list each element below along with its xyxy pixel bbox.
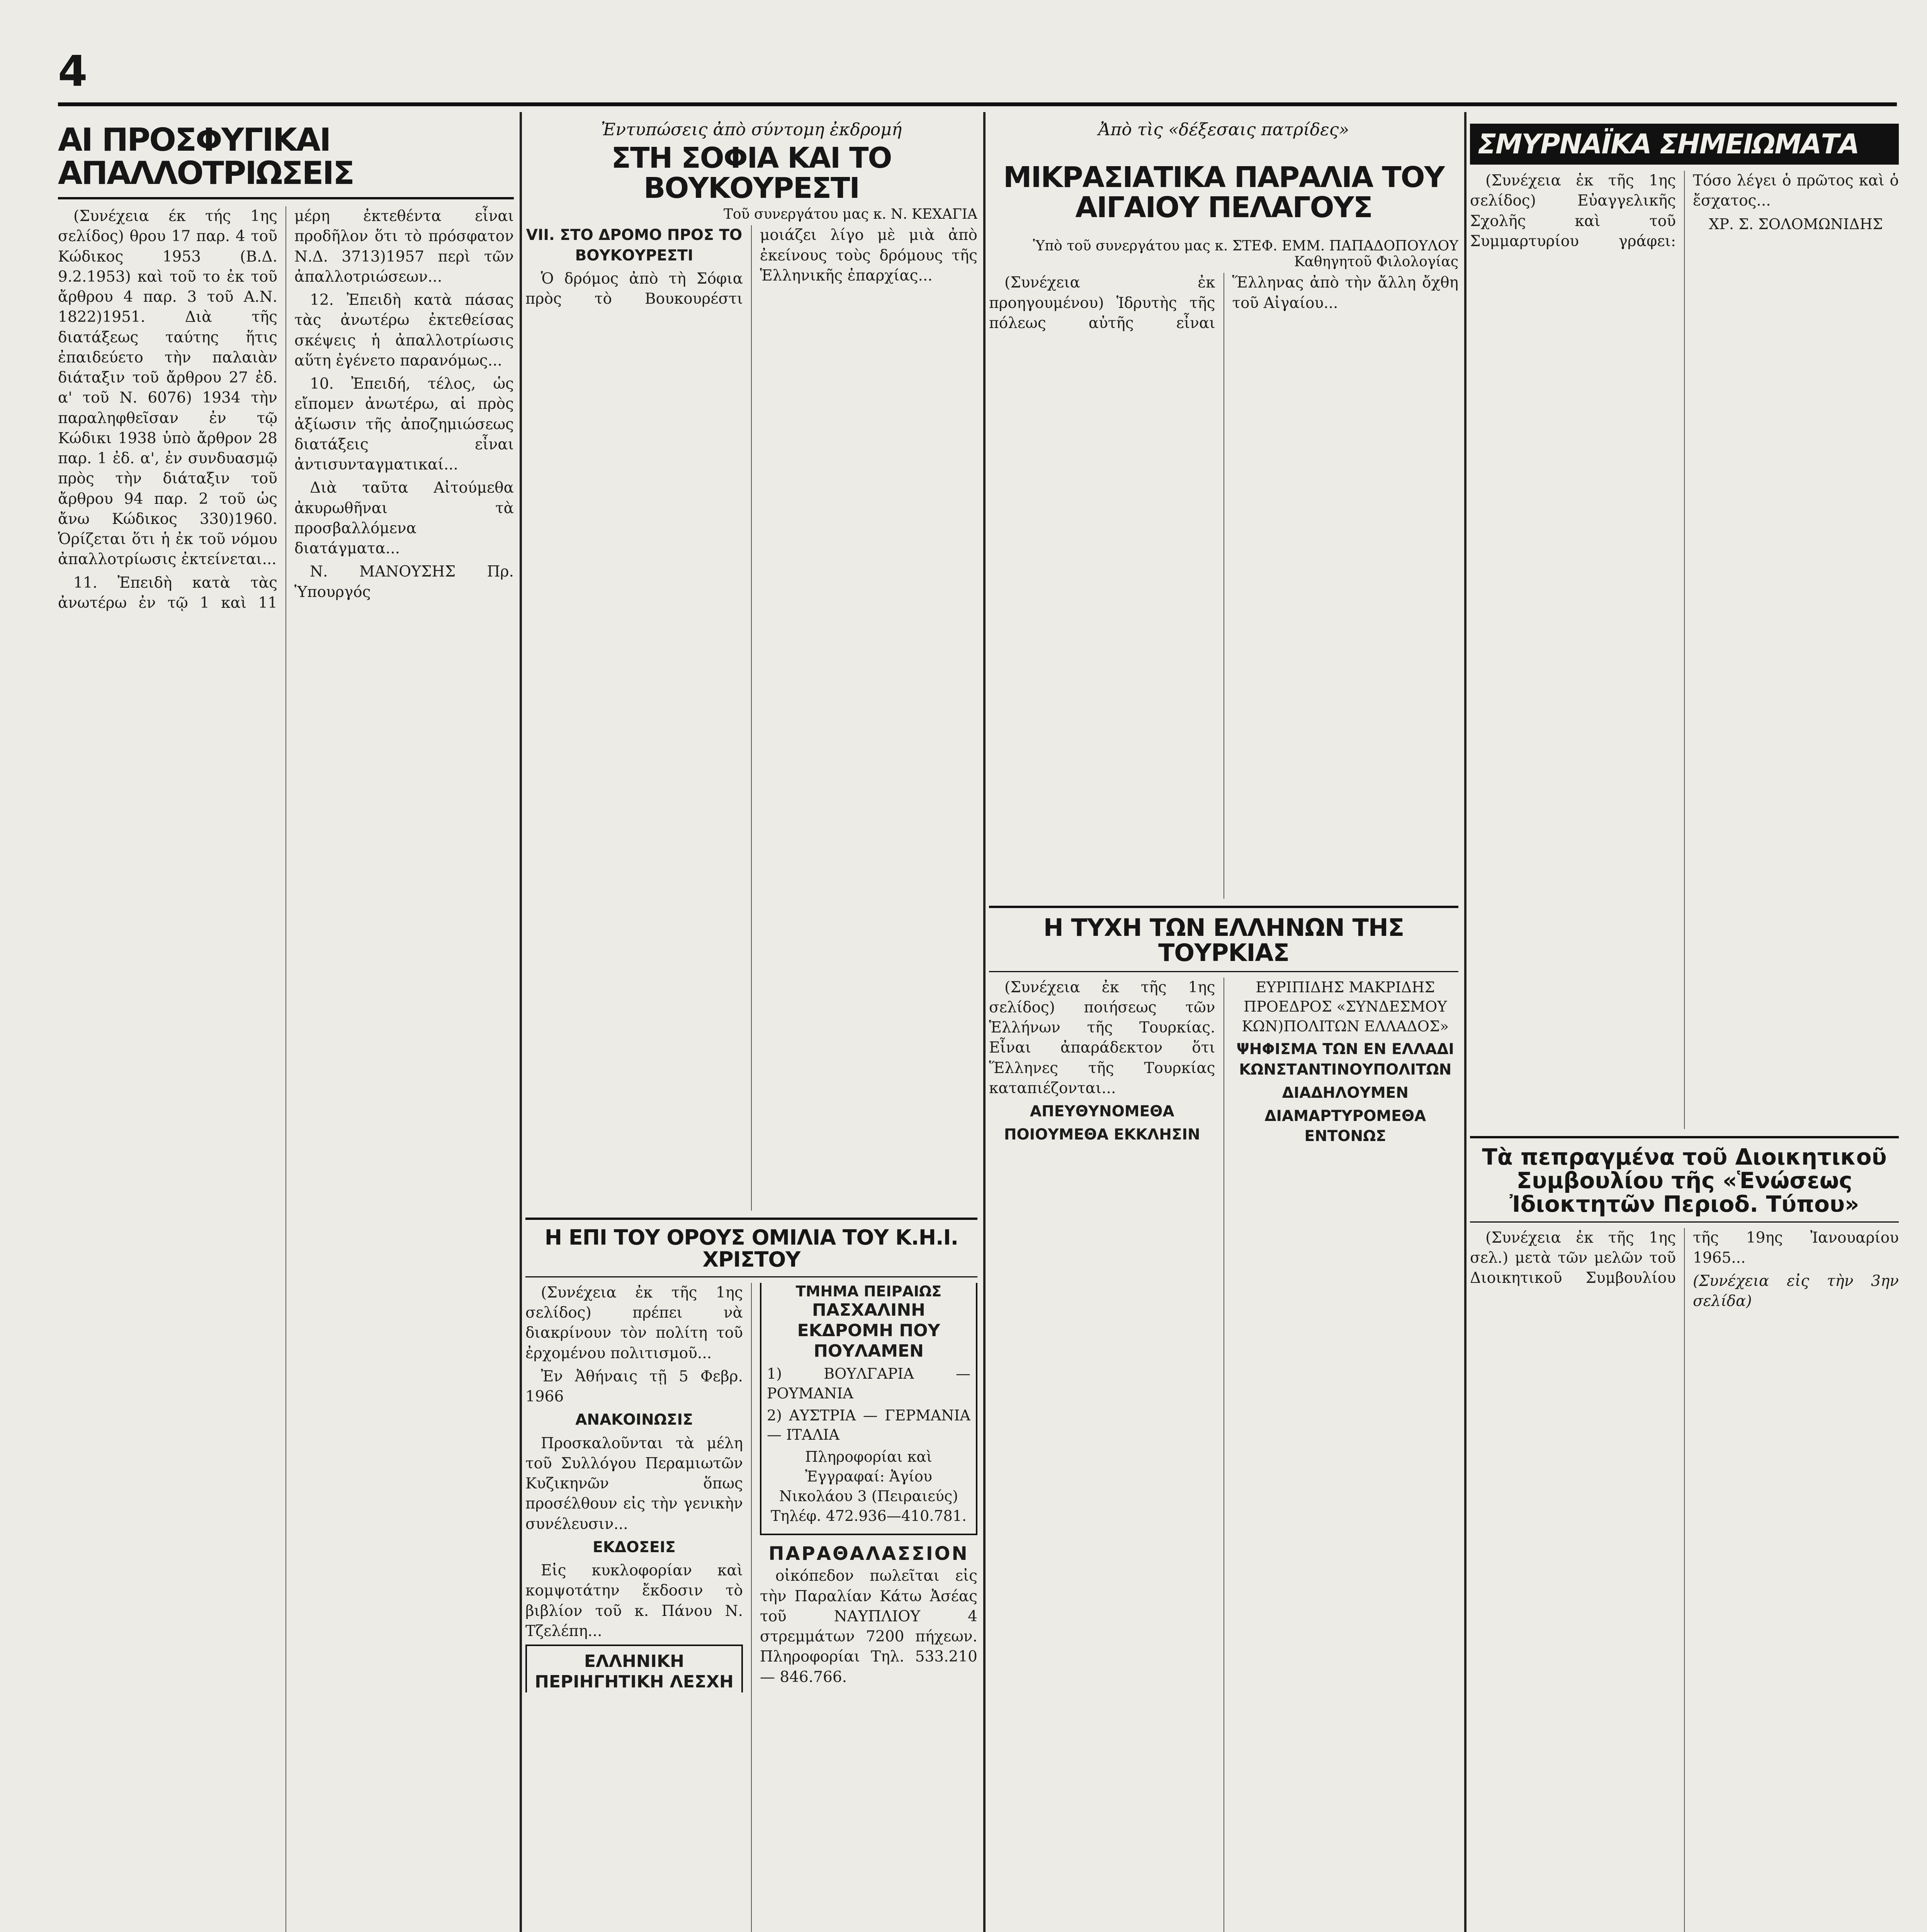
box-title-club: ΕΛΛΗΝΙΚΗ ΠΕΡΙΗΓΗΤΙΚΗ ΛΕΣΧΗ (535, 1651, 734, 1692)
signature-solomonidis: ΧΡ. Σ. ΣΟΛΟΜΩΝΙΔΗΣ (1709, 215, 1883, 233)
ad-body: οἰκόπεδον πωλεῖται εἰς τὴν Παραλίαν Κάτω Ἀσέας τοῦ ΝΑΥΠΛΙΟΥ 4 στρεμμάτων 7200 πήχεων. Πληροφορίαι Τηλ. 533.210 — 846.766. (760, 1567, 977, 1686)
section-rule (525, 1218, 977, 1220)
subhead-sofia: VII. ΣΤΟ ΔΡΟΜΟ ΠΡΟΣ ΤΟ ΒΟΥΚΟΥΡΕΣΤΙ (526, 226, 743, 264)
column-divider (1464, 112, 1466, 1932)
byline-mikrasiatika: Ὑπὸ τοῦ συνεργάτου μας κ. ΣΤΕΦ. ΕΜΜ. ΠΑΠΑΔΟΠΟΥΛΟΥ Καθηγητοῦ Φιλολογίας (1033, 238, 1458, 270)
column-3 (989, 112, 1458, 1932)
headline-apallotriwseis: ΑΙ ΠΡΟΣΦΥΓΙΚΑΙ ΑΠΑΛΛΟΤΡΙΩΣΕΙΣ (58, 122, 353, 192)
headline-sofia: ΣΤΗ ΣΟΦΙΑ ΚΑΙ ΤΟ ΒΟΥΚΟΥΡΕΣΤΙ (611, 141, 892, 205)
article-lead: (Συνέχεια έκ τής 1ης σελίδος) θρου 17 παρ. 4 τοῦ Κώδικος 1953 (Β.Δ. 9.2.1953) καὶ τοῦ το ἐκ τοῦ ἄρθρου 4 παρ. 3 τοῦ Α.Ν. 1822)1951. Διὰ τῆς διατάξεως ταύτης ἥτις ἐπαιδεύετο τὴν παλαιὰν διάταξιν τοῦ ἄρθρου 27 ἐδ. α' τοῦ Ν. 6076) 1934 τὴν παραληφθεῖσαν ἐν τῷ Κώδικι 1938 ὑπὸ ἄρθρον 28 παρ. 1 ἐδ. α', ἐν συνδυασμῷ πρὸς τὴν διάταξιν τοῦ ἄρθρου 94 παρ. 2 τοῦ ὡς ἄνω Κώδικος 330)1960. Ὁρίζεται ὅτι ἡ ἐκ τοῦ νόμου ἀπαλλοτρίωσις ἐκτείνεται... (58, 207, 277, 568)
subhead-diadiloumen: ΔΙΑΔΗΛΟΥΜΕΝ (1282, 1084, 1409, 1102)
editions-body: Εἰς κυκλοφορίαν καὶ κομψοτάτην ἔκδοσιν τὸ βιβλίον τοῦ κ. Πάνου Ν. Τζελέπη... (525, 1562, 743, 1640)
column-divider (520, 112, 522, 1932)
article-tyxi-body: (Συνέχεια ἐκ τῆς 1ης σελίδος) ποιήσεως τῶν Ἑλλήνων τῆς Τουρκίας. Εἶναι ἀπαράδεκτον ὅτι Ἕλληνες τῆς Τουρκίας καταπιέζονται... (989, 978, 1215, 1097)
org-signature: ΕΥΡΙΠΙΔΗΣ ΜΑΚΡΙΔΗΣ ΠΡΟΕΔΡΟΣ «ΣΥΝΔΕΣΜΟΥ ΚΩΝ)ΠΟΛΙΤΩΝ ΕΛΛΑΔΟΣ» (1242, 978, 1449, 1035)
headline-oros-omilia: Η ΕΠΙ ΤΟΥ ΟΡΟΥΣ ΟΜΙΛΙΑ ΤΟΥ Κ.Η.Ι. ΧΡΙΣΤΟΥ (544, 1225, 958, 1272)
article-oros-date: Ἐν Ἀθήναις τῇ 5 Φεβρ. 1966 (525, 1367, 743, 1405)
paragraph-12: 12. Ἐπειδὴ κατὰ πάσας τὰς ἀνωτέρω ἐκτεθείσας σκέψεις ἡ ἀπαλλοτρίωσις αὕτη ἐγένετο παρανόμως... (294, 291, 514, 369)
article-closing: Διὰ ταῦτα Αἰτούμεθα ἀκυρωθῆναι τὰ προσβαλλόμενα διατάγματα... (294, 479, 514, 558)
article-oros-omilia (525, 1283, 977, 1932)
article-sofia-body: Ὁ δρόμος ἀπὸ τὴ Σόφια πρὸς τὸ Βουκουρέστι μοιάζει λίγο μὲ μιὰ ἀπὸ ἐκείνους τοὺς δρόμους τῆς Ἑλληνικῆς ἐπαρχίας... (525, 226, 977, 308)
box-title-excursion: ΠΑΣΧΑΛΙΝΗ ΕΚΔΡΟΜΗ ΠΟΥ ΠΟΥΛΑΜΕΝ (797, 1300, 940, 1361)
subhead-poioumetha: ΠΟΙΟΥΜΕΘΑ ΕΚΚΛΗΣΙΝ (1004, 1126, 1200, 1144)
headline-rule (989, 971, 1458, 972)
headline-rule (525, 1276, 977, 1277)
section-rule (989, 906, 1458, 908)
box-item-1: 1) ΒΟΥΛΓΑΡΙΑ — ΡΟΥΜΑΝΙΑ (767, 1365, 970, 1402)
column-1 (58, 112, 514, 1932)
kicker-sofia: Ἐντυπώσεις ἀπὸ σύντομη ἐκδρομή (601, 120, 902, 139)
headline-mikrasiatika: ΜΙΚΡΑΣΙΑΤΙΚΑ ΠΑΡΑΛΙΑ ΤΟΥ ΑΙΓΑΙΟΥ ΠΕΛΑΓΟΥΣ (1003, 161, 1444, 224)
box-info: Πληροφορίαι καὶ Ἐγγραφαί: Ἀγίου Νικολάου 3 (Πειραιεύς) Τηλέφ. 472.936—410.781. (770, 1448, 967, 1525)
article-pepragmena-body: (Συνέχεια ἐκ τῆς 1ης σελ.) μετὰ τῶν μελῶν τοῦ Διοικητικοῦ Συμβουλίου τῆς 19ης Ἰανουαρίου 1965... (1470, 1229, 1899, 1287)
article-signature: Ν. ΜΑΝΟΥΣΗΣ Πρ. Ὑπουργός (294, 563, 514, 601)
headline-pepragmena: Τὰ πεπραγμένα τοῦ Διοικητικοῦ Συμβουλίου τῆς «Ἑνώσεως Ἰδιοκτητῶν Περιοδ. Τύπου» (1482, 1144, 1887, 1217)
article-apallotriwseis (58, 206, 514, 1932)
page-number: 4 (58, 46, 88, 96)
headline-rule (1470, 1221, 1899, 1223)
paragraph-10: 10. Ἐπειδή, τέλος, ὡς εἴπομεν ἀνωτέρω, αἱ πρὸς ἀξίωσιν τῆς ἀποζημιώσεως διατάξεις εἶναι ἀντισυνταγματικαί... (294, 375, 514, 474)
article-tyxi-ellinwn (989, 978, 1458, 1932)
subhead-apeuthinometha: ΑΠΕΥΘΥΝΟΜΕΘΑ (1030, 1103, 1174, 1121)
ad-title: ΠΑΡΑΘΑΛΑΣΣΙΟΝ (768, 1543, 969, 1565)
article-sofia (525, 225, 977, 1211)
announcements-body: Προσκαλοῦνται τὰ μέλη τοῦ Συλλόγου Περαμιωτῶν Κυζικηνῶν ὅπως προσέλθουν εἰς τὴν γενικὴν συνέλευσιν... (525, 1434, 743, 1533)
paragraph-11: 11. Ἐπειδὴ κατὰ τὰς ἀνωτέρω ἐν τῷ 1 καὶ 11 μέρη ἐκτεθέντα εἶναι προδῆλον ὅτι τὸ πρόσφατον Ν.Δ. 3713)1957 περὶ τῶν ἀπαλλοτριώσεων... (58, 207, 514, 612)
subhead-diamartyrometha: ΔΙΑΜΑΡΤΥΡΟΜΕΘΑ ΕΝΤΟΝΩΣ (1264, 1107, 1426, 1145)
article-mikrasiatika (989, 273, 1458, 899)
section-rule (1470, 1136, 1899, 1138)
continued-note: (Συνέχεια εἰς τὴν 3ην σελίδα) (1693, 1272, 1899, 1310)
top-rule (58, 102, 1897, 106)
box-item-2: 2) ΑΥΣΤΡΙΑ — ΓΕΡΜΑΝΙΑ — ΙΤΑΛΙΑ (767, 1406, 970, 1444)
article-smyrnaika (1470, 171, 1899, 1129)
article-pepragmena (1470, 1228, 1899, 1932)
box-title-branch: ΤΜΗΜΑ ΠΕΙΡΑΙΩΣ (795, 1282, 942, 1300)
article-oros-body: (Συνέχεια ἐκ τῆς 1ης σελίδος) πρέπει νὰ διακρίνουν τὸν πολίτη τοῦ ἐρχομένου πολιτισμοῦ... (525, 1284, 743, 1362)
column-2 (525, 112, 977, 1932)
headline-smyrnaika: ΣΜΥΡΝΑΪΚΑ ΣΗΜΕΙΩΜΑΤΑ (1470, 124, 1899, 165)
announcements-title: ΑΝΑΚΟΙΝΩΣΙΣ (575, 1411, 693, 1429)
headline-tyxi-ellinwn: Η ΤΥΧΗ ΤΩΝ ΕΛΛΗΝΩΝ ΤΗΣ ΤΟΥΡΚΙΑΣ (1043, 913, 1404, 967)
byline-sofia: Τοῦ συνεργάτου μας κ. Ν. ΚΕΧΑΓΙΑ (724, 206, 977, 223)
column-4 (1470, 112, 1899, 1932)
column-divider (983, 112, 986, 1932)
article-mikrasiatika-body: (Συνέχεια ἐκ προηγουμένου) Ἱδρυτὴς τῆς πόλεως αὐτῆς εἶναι Ἕλληνας ἀπὸ τὴν ἄλλη ὄχθη τοῦ Αἰγαίου... (989, 274, 1458, 332)
headline-rule (58, 197, 514, 199)
editions-title: ΕΚΔΟΣΕΙΣ (593, 1538, 676, 1556)
kicker-mikrasiatika: Ἀπὸ τὶς «δέξεσαις πατρίδες» (1098, 120, 1349, 139)
article-smyrnaika-body: (Συνέχεια ἐκ τῆς 1ης σελίδος) Εὐαγγελικῆς Σχολῆς καὶ τοῦ Συμμαρτυρίου γράφει: Τόσο λέγει ὁ πρῶτος καὶ ὁ ἔσχατος... (1470, 172, 1899, 250)
subhead-psifisma: ΨΗΦΙΣΜΑ ΤΩΝ ΕΝ ΕΛΛΑΔΙ ΚΩΝΣΤΑΝΤΙΝΟΥΠΟΛΙΤΩΝ (1236, 1041, 1454, 1078)
